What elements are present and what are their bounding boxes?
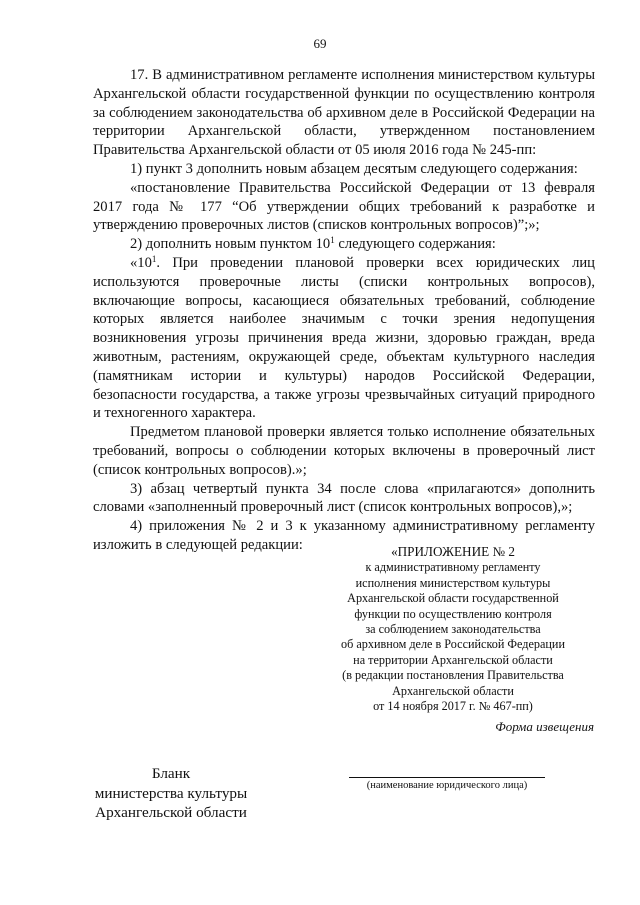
page-number: 69: [313, 36, 327, 51]
item-2-quote-superscript: 1: [151, 253, 157, 264]
item-2-text-end: следующего содержания:: [334, 236, 496, 253]
paragraph-intro: 17. В административном регламенте исполнения министерством культуры Архангельской области государственной функции по осуществлению контроля за соблюдением законодательства об архивном деле в Российской Федерации на территории Архангельской области, утвержденном постановлением Правительства Архангельской области от 05 июля 2016 года № 245-пп:: [93, 67, 595, 159]
appendix-title: «ПРИЛОЖЕНИЕ № 2: [391, 544, 515, 559]
item-2-quote-start: «10: [130, 254, 152, 271]
blank-line: Бланк: [151, 765, 191, 782]
appendix-header: [318, 544, 588, 714]
paragraph-item-1-quote: «постановление Правительства Российской Федерации от 13 февраля 2017 года № 177 “Об утверждении общих требований к разработке и утверждению проверочных листов (списков контрольных вопросов)”;»;: [93, 179, 595, 234]
appendix-line: (в редакции постановления Правительства: [342, 668, 564, 683]
appendix-line: исполнения министерством культуры: [355, 575, 551, 590]
blank-line: Архангельской области: [95, 804, 247, 821]
entity-name-line: [349, 777, 545, 778]
item-2-quote-text: . При проведении плановой проверки всех юридических лиц используются проверочные листы (списки контрольных вопросов), включающие вопросы, касающиеся обязательных требований, соблюдение которых является наиболее значимым с точки зрения недопущения возникновения угрозы причинения вреда жизни, здоровью граждан, вреда животным, растениям, окружающей среде, объектам культурного наследия (памятникам истории и культуры) народов Российской Федерации, безопасности государства, а также угрозы чрезвычайных ситуаций природного и техногенного характера.: [93, 254, 595, 422]
appendix-line: Архангельской области: [392, 683, 514, 698]
paragraph-item-4: 4) приложения № 2 и 3 к указанному административному регламенту изложить в следующей редакции:: [93, 518, 595, 553]
blank-ministry-header: [66, 764, 276, 823]
paragraph-item-1: 1) пункт 3 дополнить новым абзацем десятым следующего содержания:: [130, 160, 578, 177]
form-label: Форма извещения: [495, 719, 594, 734]
blank-line: министерства культуры: [94, 784, 248, 802]
appendix-line: функции по осуществлению контроля: [354, 606, 552, 621]
appendix-line: Архангельской области государственной: [347, 591, 559, 606]
entity-name-caption: (наименование юридического лица): [366, 780, 528, 791]
appendix-line: об архивном деле в Российской Федерации: [341, 637, 565, 652]
paragraph-item-3: 3) абзац четвертый пункта 34 после слова «прилагаются» дополнить словами «заполненный проверочный лист (список контрольных вопросов),»;: [93, 480, 595, 516]
appendix-line: от 14 ноября 2017 г. № 467-пп): [373, 699, 533, 714]
paragraph-item-2-quote: [93, 254, 595, 423]
document-body: [93, 66, 595, 555]
appendix-line: за соблюдением законодательства: [365, 622, 541, 637]
appendix-line: на территории Архангельской области: [353, 652, 553, 667]
item-2-text-start: 2) дополнить новым пунктом 10: [130, 236, 331, 253]
paragraph-item-2-subject: Предметом плановой проверки является только исполнение обязательных требований, вопросы о соблюдении которых включены в проверочный лист (список контрольных вопросов).»;: [93, 424, 595, 478]
item-2-superscript: 1: [330, 235, 335, 246]
appendix-line: к административному регламенту: [365, 560, 541, 575]
paragraph-item-2: [93, 235, 595, 254]
